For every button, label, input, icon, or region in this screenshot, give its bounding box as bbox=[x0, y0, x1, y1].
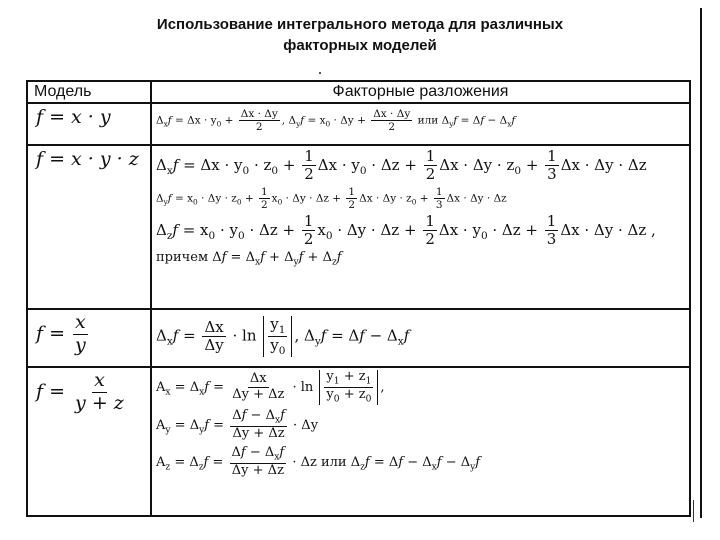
formula-cell bbox=[151, 145, 690, 309]
formula-line: $A_x = \Delta_xf$ = $\frac{\Delta x}{\Delta y + \Delta z}$ · ln $\frac{y_1 + z_1}{y_0 + z_0}$ , bbox=[156, 369, 385, 405]
table-row bbox=[27, 367, 690, 516]
header-model: Модель bbox=[27, 81, 151, 103]
word-or: или bbox=[321, 455, 347, 471]
model-cell: f = x · y · z bbox=[27, 145, 151, 309]
scan-edge-line bbox=[700, 8, 702, 518]
factor-models-table bbox=[26, 80, 691, 517]
formula-line: $\Delta_xf$ = $\frac{\Delta x}{\Delta y}$ · ln $\frac{y_1}{y_0}$ , $\Delta_yf = \Delta f - \Delta_xf$ bbox=[156, 315, 410, 358]
table-header-row bbox=[27, 81, 690, 103]
document-title-line-1: Использование интегрального метода для различных bbox=[156, 16, 564, 33]
scan-edge-line-2 bbox=[693, 500, 694, 522]
word-whereby: причем bbox=[156, 250, 209, 266]
scan-speck bbox=[319, 72, 321, 74]
table-row bbox=[27, 103, 690, 145]
model-cell: f = x · y bbox=[27, 103, 151, 145]
model-cell: f = $\frac{x}{y + z}$ bbox=[27, 367, 151, 516]
formula-cell bbox=[151, 309, 690, 367]
formula-line: $A_y = \Delta_yf$ = $\frac{\Delta f - \Delta_xf}{\Delta y + \Delta z}$ · Δy bbox=[156, 408, 319, 442]
header-factor-decompositions: Факторные разложения bbox=[151, 81, 690, 103]
formula-cell bbox=[151, 103, 690, 145]
word-or: или bbox=[417, 114, 439, 127]
table-row bbox=[27, 145, 690, 309]
formula-line: $\Delta_xf = \Delta x \cdot y_0$ + $\frac{\Delta x \cdot \Delta y}{2}$ , $\Delta_yf = x_0 \cdot \Delta y$ + $\frac{\Delta x \cdot \Delta y}{2}$ или $\Delta_yf = \Delta f - \Delta_xf$ bbox=[156, 108, 516, 134]
formula-line: причем $\Delta f = \Delta_xf + \Delta_yf + \Delta_zf$ bbox=[156, 250, 342, 268]
formula-line: $A_z = \Delta_zf$ = $\frac{\Delta f - \Delta_xf}{\Delta y + \Delta z}$ · Δz или $\Delta_zf = \Delta f - \Delta_xf - \Delta_yf$ bbox=[156, 445, 481, 479]
table-row bbox=[27, 309, 690, 367]
formula-line: $\Delta_yf = x_0 \cdot \Delta y \cdot z_0$ + $\frac{1}{2}$ $x_0 \cdot \Delta y \cdot \Delta z$ + $\frac{1}{2}$ $\Delta x \cdot \Delta y \cdot z_0$ + $\frac{1}{3}$ Δx · Δy · Δz bbox=[156, 185, 507, 211]
model-cell: f = $\frac{x}{y}$ bbox=[27, 309, 151, 367]
formula-line: $\Delta_zf = x_0 \cdot y_0 \cdot \Delta z$ + $\frac{1}{2}$ $x_0 \cdot \Delta y \cdot \Delta z$ + $\frac{1}{2}$ $\Delta x \cdot y_0 \cdot \Delta z$ + $\frac{1}{3}$ Δx · Δy · Δz , bbox=[156, 211, 656, 248]
formula-cell bbox=[151, 367, 690, 516]
formula-line: $\Delta_xf = \Delta x \cdot y_0 \cdot z_0$ + $\frac{1}{2}$ $\Delta x \cdot y_0 \cdot \Delta z$ + $\frac{1}{2}$ $\Delta x \cdot \Delta y \cdot z_0$ + $\frac{1}{3}$ Δx · Δy · Δz bbox=[156, 147, 647, 184]
document-title-line-2: факторных моделей bbox=[283, 37, 437, 54]
